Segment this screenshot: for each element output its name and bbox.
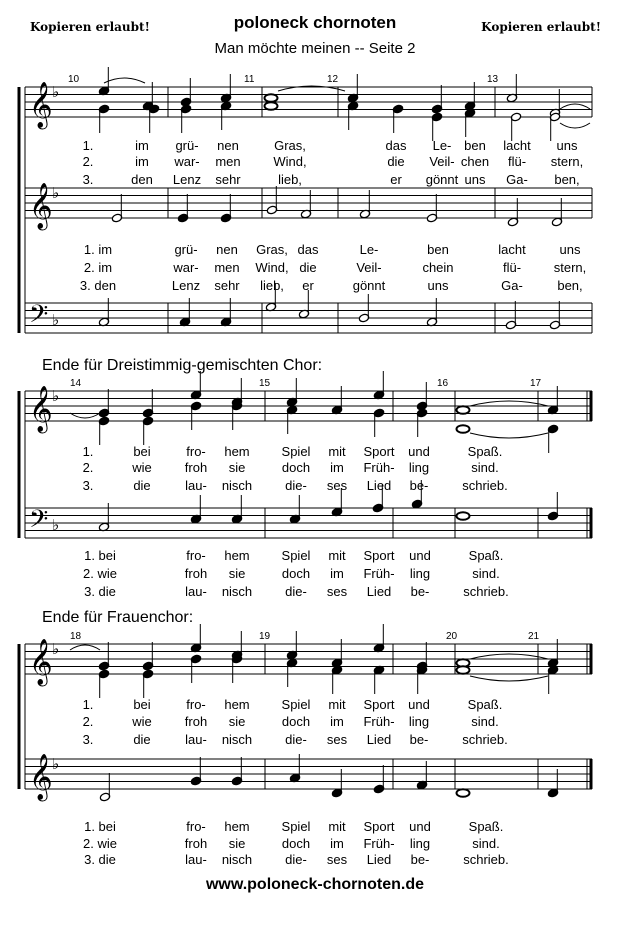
lyric-verse-1: und [408, 444, 430, 459]
whole-note [457, 512, 470, 520]
staff [25, 759, 592, 789]
lyric-verse-3: gönnt [352, 278, 386, 293]
lyric-verse-1: das [385, 138, 407, 153]
lyric-verse-3: Lied [366, 478, 392, 493]
lyric-verse-3: die- [285, 478, 307, 493]
tie-slur [560, 104, 590, 109]
lyric-verse-3: er [390, 172, 402, 187]
lyric-verse-2: Früh- [363, 460, 395, 475]
lyric-verse-3: die- [285, 732, 307, 747]
lyric-verse-2: doch [281, 460, 311, 475]
lyric-verse-1: mit [328, 548, 346, 563]
treble-clef-icon: 𝄞 [29, 754, 53, 800]
lyric-verse-2: ling [408, 460, 430, 475]
tie-slur [470, 654, 548, 659]
lyric-verse-1: Sport [363, 444, 395, 459]
lyric-verse-1: Gras, [274, 138, 306, 153]
lyric-verse-2: Früh- [363, 714, 395, 729]
lyric-verse-2: froh [184, 836, 208, 851]
lyric-verse-2: 2. im [83, 260, 113, 275]
lyric-verse-1: hem [224, 697, 250, 712]
measure-number: 21 [528, 631, 540, 642]
lyric-verse-3: Lenz [172, 172, 202, 187]
whole-note [457, 789, 470, 797]
lyric-verse-2: sie [228, 460, 246, 475]
lyric-verse-3: Ga- [506, 172, 528, 187]
lyric-verse-1: 1. bei [84, 819, 116, 834]
lyric-verse-3: 3. den [79, 278, 117, 293]
lyric-verse-2: chen [460, 154, 490, 169]
lyric-verse-1: mit [328, 444, 346, 459]
tie-slur [470, 676, 548, 681]
whole-note [265, 102, 278, 110]
lyric-verse-1: nen [217, 138, 239, 153]
lyric-verse-1: uns [559, 242, 581, 257]
lyric-verse-3: nisch [221, 732, 253, 747]
lyric-verse-3: lieb, [278, 172, 302, 187]
lyric-verse-2: froh [184, 566, 208, 581]
lyric-verse-2: stern, [553, 260, 587, 275]
lyric-verse-2: war- [174, 154, 200, 169]
lyric-verse-3: lau- [185, 732, 207, 747]
lyric-verse-1: nen [216, 242, 238, 257]
lyric-verse-3: die [133, 732, 151, 747]
flat-key-signature-icon: ♭ [52, 516, 60, 534]
lyric-verse-1: im [135, 138, 149, 153]
lyric-verse-2: wie [132, 460, 152, 475]
page-title: poloneck chornoten [233, 13, 397, 32]
measure-number: 18 [70, 631, 82, 642]
tie-slur [560, 123, 590, 128]
lyric-verse-2: 2. [82, 154, 94, 169]
flat-key-signature-icon: ♭ [52, 387, 60, 405]
lyric-verse-3: ses [326, 732, 348, 747]
lyric-verse-2: stern, [550, 154, 584, 169]
lyric-verse-2: 2. [82, 460, 94, 475]
lyric-verse-3: die- [285, 584, 307, 599]
lyric-verse-2: im [330, 566, 344, 581]
measure-number: 13 [487, 74, 499, 85]
lyric-verse-1: fro- [186, 819, 206, 834]
staff [25, 644, 592, 674]
lyric-verse-3: sehr [215, 172, 241, 187]
whole-note [457, 666, 470, 674]
lyric-verse-3: ben, [554, 172, 580, 187]
lyric-verse-1: lacht [498, 242, 526, 257]
staff [25, 508, 592, 538]
lyric-verse-2: die [387, 154, 405, 169]
lyric-verse-2: Veil- [356, 260, 382, 275]
lyric-verse-3: be- [410, 584, 430, 599]
lyric-verse-1: 1. [82, 138, 94, 153]
lyric-verse-3: be- [409, 732, 429, 747]
bass-clef-icon: 𝄢 [29, 505, 49, 540]
lyric-verse-2: froh [184, 460, 208, 475]
lyric-verse-2: ling [408, 714, 430, 729]
lyric-verse-2: flü- [502, 260, 522, 275]
lyric-verse-1: bei [133, 444, 151, 459]
lyric-verse-1: ben [464, 138, 486, 153]
lyric-verse-1: Spiel [281, 444, 311, 459]
lyric-verse-2: sind. [472, 836, 500, 851]
staff [25, 391, 592, 421]
flat-key-signature-icon: ♭ [52, 83, 60, 101]
lyric-verse-1: Sport [363, 819, 395, 834]
measure-number: 14 [70, 378, 82, 389]
lyric-verse-3: gönnt [425, 172, 459, 187]
lyric-verse-2: ling [409, 836, 431, 851]
lyric-verse-2: sind. [472, 566, 500, 581]
tie-slur [470, 433, 548, 438]
lyric-verse-1: grü- [174, 242, 198, 257]
flat-key-signature-icon: ♭ [52, 640, 60, 658]
copy-notice-left: Kopieren erlaubt! [30, 20, 150, 34]
lyric-verse-2: doch [281, 836, 311, 851]
measure-number: 19 [259, 631, 271, 642]
measure-number: 10 [68, 74, 80, 85]
measure-number: 12 [327, 74, 339, 85]
treble-clef-icon: 𝄞 [29, 386, 53, 432]
treble-clef-icon: 𝄞 [29, 639, 53, 685]
lyric-verse-1: uns [556, 138, 578, 153]
lyric-verse-1: Gras, [256, 242, 288, 257]
measure-number: 15 [259, 378, 271, 389]
lyric-verse-3: Lied [366, 584, 392, 599]
lyric-verse-1: hem [224, 444, 250, 459]
lyric-verse-1: Sport [363, 697, 395, 712]
measure-number: 11 [244, 74, 255, 85]
lyric-verse-3: 3. [82, 172, 94, 187]
lyric-verse-1: Spaß. [467, 697, 503, 712]
lyric-verse-2: froh [184, 714, 208, 729]
lyric-verse-1: und [409, 819, 431, 834]
lyric-verse-3: Ga- [501, 278, 523, 293]
lyric-verse-2: Früh- [363, 836, 395, 851]
lyric-verse-1: und [409, 548, 431, 563]
lyric-verse-3: nisch [221, 478, 253, 493]
lyric-verse-1: hem [224, 819, 250, 834]
lyric-verse-3: ses [326, 852, 348, 867]
lyric-verse-3: nisch [221, 852, 253, 867]
lyric-verse-3: sehr [214, 278, 240, 293]
lyric-verse-2: im [330, 836, 344, 851]
lyric-verse-3: ses [326, 584, 348, 599]
lyric-verse-3: schrieb. [462, 478, 508, 493]
lyric-verse-3: Lenz [171, 278, 201, 293]
flat-key-signature-icon: ♭ [52, 184, 60, 202]
lyric-verse-3: be- [410, 852, 430, 867]
lyric-verse-3: Lied [366, 732, 392, 747]
lyric-verse-2: sind. [471, 714, 499, 729]
lyric-verse-3: Lied [366, 852, 392, 867]
footer-url: www.poloneck-chornoten.de [205, 876, 425, 893]
lyric-verse-2: 2. wie [83, 566, 117, 581]
lyric-verse-3: lieb, [260, 278, 284, 293]
lyric-verse-1: 1. bei [84, 548, 116, 563]
lyric-verse-1: mit [328, 819, 346, 834]
lyric-verse-2: wie [132, 714, 152, 729]
lyric-verse-1: Sport [363, 548, 395, 563]
lyric-verse-2: Wind, [255, 260, 289, 275]
lyric-verse-3: uns [427, 278, 449, 293]
lyric-verse-2: sie [228, 836, 246, 851]
whole-note [457, 425, 470, 433]
lyric-verse-2: sie [228, 714, 246, 729]
lyric-verse-1: lacht [503, 138, 531, 153]
lyric-verse-1: grü- [175, 138, 199, 153]
lyric-verse-1: fro- [186, 548, 206, 563]
lyric-verse-1: bei [133, 697, 151, 712]
lyric-verse-1: hem [224, 548, 250, 563]
lyric-verse-1: 1. im [83, 242, 113, 257]
lyric-verse-2: sie [228, 566, 246, 581]
lyric-verse-1: Spaß. [468, 548, 504, 563]
lyric-verse-2: ling [409, 566, 431, 581]
lyric-verse-2: doch [281, 714, 311, 729]
lyric-verse-2: Veil- [429, 154, 455, 169]
lyric-verse-3: 3. die [84, 584, 116, 599]
lyric-verse-3: schrieb. [463, 584, 509, 599]
whole-note [457, 406, 470, 414]
lyric-verse-2: im [330, 460, 344, 475]
lyric-verse-3: 3. [82, 478, 94, 493]
lyric-verse-1: Spiel [281, 697, 311, 712]
lyric-verse-3: nisch [221, 584, 253, 599]
lyric-verse-2: Wind, [273, 154, 307, 169]
lyric-verse-1: Spiel [281, 819, 311, 834]
tie-slur [470, 401, 548, 406]
lyric-verse-1: mit [328, 697, 346, 712]
lyric-verse-1: Spiel [281, 548, 311, 563]
lyric-verse-3: ses [326, 478, 348, 493]
lyric-verse-1: fro- [186, 697, 206, 712]
lyric-verse-2: men [215, 154, 241, 169]
lyric-verse-1: und [408, 697, 430, 712]
lyric-verse-1: Spaß. [468, 819, 504, 834]
lyric-verse-2: im [135, 154, 149, 169]
lyric-verse-2: men [214, 260, 240, 275]
lyric-verse-2: Früh- [363, 566, 395, 581]
lyric-verse-1: fro- [186, 444, 206, 459]
tie-slur [104, 78, 145, 83]
lyric-verse-1: Le- [432, 138, 452, 153]
treble-clef-icon: 𝄞 [29, 82, 53, 128]
tie-slur [70, 645, 100, 650]
lyric-verse-2: flü- [507, 154, 527, 169]
lyric-verse-3: den [131, 172, 153, 187]
lyric-verse-3: die- [285, 852, 307, 867]
lyric-verse-2: doch [281, 566, 311, 581]
lyric-verse-3: be- [409, 478, 429, 493]
whole-note [265, 94, 278, 102]
lyric-verse-3: 3. [82, 732, 94, 747]
lyric-verse-1: das [297, 242, 319, 257]
lyric-verse-3: schrieb. [462, 732, 508, 747]
treble-clef-icon: 𝄞 [29, 183, 53, 229]
lyric-verse-3: ben, [557, 278, 583, 293]
lyric-verse-1: ben [427, 242, 449, 257]
lyric-verse-3: lau- [185, 852, 207, 867]
lyric-verse-1: Spaß. [467, 444, 503, 459]
copy-notice-right: Kopieren erlaubt! [481, 20, 601, 34]
lyric-verse-3: er [302, 278, 314, 293]
page-subtitle: Man möchte meinen -- Seite 2 [214, 40, 416, 57]
measure-number: 17 [530, 378, 542, 389]
bass-clef-icon: 𝄢 [29, 300, 49, 335]
lyric-verse-2: im [330, 714, 344, 729]
lyric-verse-2: 2. wie [83, 836, 117, 851]
lyric-verse-3: die [133, 478, 151, 493]
lyric-verse-2: chein [422, 260, 454, 275]
lyric-verse-1: 1. [82, 697, 94, 712]
section-heading-mixed-choir: Ende für Dreistimmig-gemischten Chor: [42, 357, 323, 374]
lyric-verse-2: war- [173, 260, 199, 275]
lyric-verse-1: Le- [359, 242, 379, 257]
staff [25, 87, 592, 117]
flat-key-signature-icon: ♭ [52, 311, 60, 329]
lyric-verse-1: 1. [82, 444, 94, 459]
lyric-verse-3: lau- [185, 478, 207, 493]
lyric-verse-2: 2. [82, 714, 94, 729]
lyric-verse-2: die [299, 260, 317, 275]
section-heading-womens-choir: Ende für Frauenchor: [42, 609, 194, 626]
lyric-verse-2: sind. [471, 460, 499, 475]
lyric-verse-3: schrieb. [463, 852, 509, 867]
lyric-verse-3: lau- [185, 584, 207, 599]
measure-number: 20 [446, 631, 458, 642]
flat-key-signature-icon: ♭ [52, 755, 60, 773]
lyric-verse-3: uns [464, 172, 486, 187]
measure-number: 16 [437, 378, 449, 389]
lyric-verse-3: 3. die [84, 852, 116, 867]
